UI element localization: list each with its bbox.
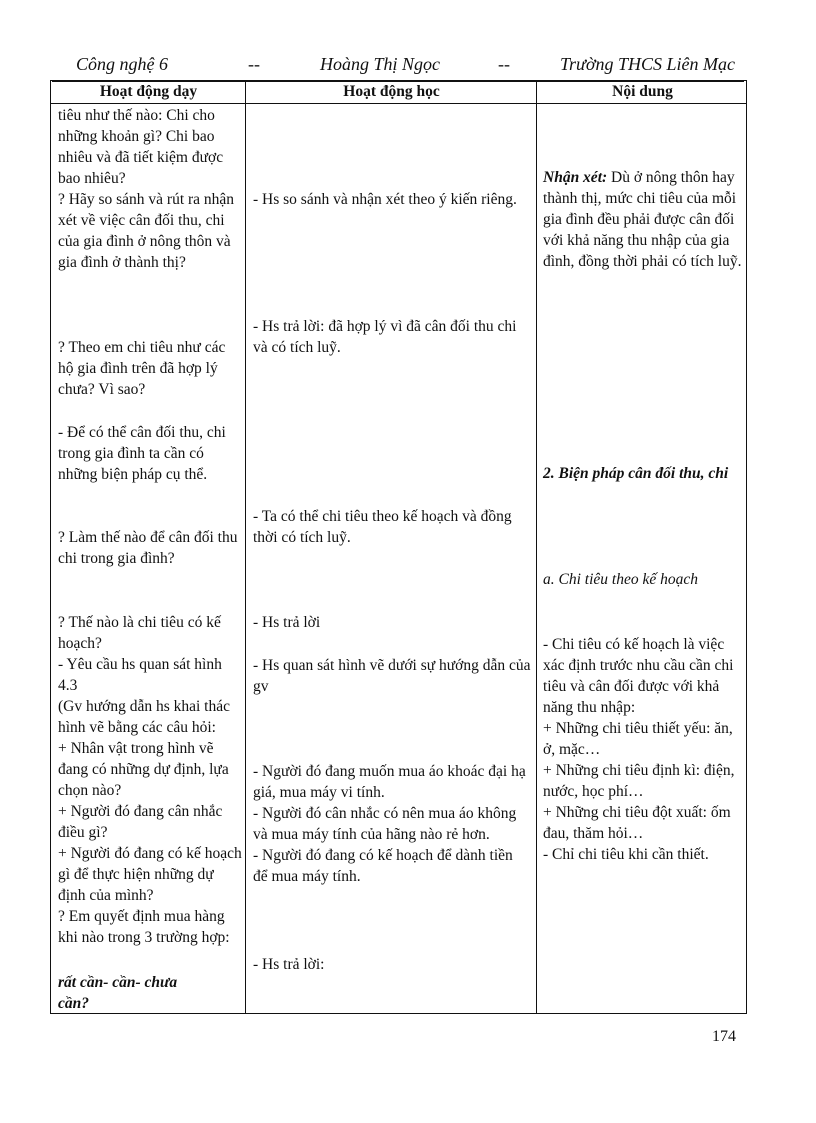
remark-text: Dù ở nông thôn hay thành thị, mức chi tiêu của mỗi gia đình đều phải được cân đối với khả năng thu nhập của gia đình, đồng thời phải có tích luỹ. — [543, 169, 742, 270]
learning-block: - Người đó đang muốn mua áo khoác đại hạ giá, mua máy vi tính. - Người đó cân nhắc có nên mua áo không và mua máy tính của hãng nào rẻ hơn. - Người đó đang có kế hoạch để dành tiền để mua máy tính. — [253, 763, 526, 885]
content-remark — [543, 167, 745, 297]
header-teacher: Hoàng Thị Ngọc — [320, 54, 441, 74]
header-separator: -- — [498, 54, 510, 74]
column-header-teaching: Hoạt động dạy — [99, 83, 198, 100]
header-subject: Công nghệ 6 — [76, 54, 168, 74]
header-school: Trường THCS Liên Mạc — [560, 54, 735, 74]
learning-block: - Hs trả lời: đã hợp lý vì đã cân đối thu chi và có tích luỹ. — [253, 318, 517, 356]
subsection-a-title: a. Chi tiêu theo kế hoạch — [543, 571, 698, 588]
learning-block: - Hs quan sát hình vẽ dưới sự hướng dẫn của gv — [253, 657, 531, 695]
teaching-block: tiêu như thế nào: Chi cho những khoản gì? Chi bao nhiêu và đã tiết kiệm được bao nhiêu? ? Hãy so sánh và rút ra nhận xét về việc cân đối thu, chi của gia đình ở nông thôn và gia đình ở thành thị? — [58, 107, 235, 271]
lesson-table — [50, 80, 747, 1014]
page-header — [52, 52, 744, 82]
column-divider — [536, 81, 537, 1013]
teaching-block: ? Thế nào là chi tiêu có kế hoạch? - Yêu cầu hs quan sát hình 4.3 (Gv hướng dẫn hs khai thác hình vẽ bằng các câu hỏi: + Nhân vật trong hình vẽ đang có những dự định, lựa chọn nào? + Người đó đang cân nhắc điều gì? + Người đó đang có kế hoạch gì để thực hiện những dự định của mình? ? Em quyết định mua hàng khi nào trong 3 trường hợp: — [58, 614, 242, 946]
header-row-divider — [51, 103, 746, 104]
learning-block: - Hs trả lời: — [253, 956, 325, 973]
header-separator: -- — [248, 54, 260, 74]
learning-block: - Hs trả lời — [253, 614, 321, 631]
page-number: 174 — [712, 1028, 736, 1045]
content-details: - Chi tiêu có kế hoạch là việc xác định trước nhu cầu cần chi tiêu và cân đối được với khả năng thu nhập: + Những chi tiêu thiết yếu: ăn, ở, mặc… + Những chi tiêu định kì: điện, nước, học phí… + Những chi tiêu đột xuất: ốm đau, thăm hỏi… - Chỉ chi tiêu khi cần thiết. — [543, 636, 735, 863]
teaching-block: ? Làm thế nào để cân đối thu chi trong gia đình? — [58, 529, 238, 567]
section-2-title: 2. Biện pháp cân đối thu, chi — [543, 465, 729, 482]
column-divider — [245, 81, 246, 1013]
learning-block: - Hs so sánh và nhận xét theo ý kiến riêng. — [253, 191, 517, 208]
teaching-block: - Để có thể cân đối thu, chi trong gia đình ta cần có những biện pháp cụ thể. — [58, 424, 226, 483]
remark-label: Nhận xét: — [543, 169, 608, 186]
column-header-content: Nội dung — [612, 83, 673, 100]
learning-block: - Ta có thể chi tiêu theo kế hoạch và đồng thời có tích luỹ. — [253, 508, 512, 546]
column-header-learning: Hoạt động học — [343, 83, 440, 100]
teaching-emphasis: rất cần- cần- chưa cần? — [58, 974, 178, 1012]
teaching-block: ? Theo em chi tiêu như các hộ gia đình trên đã hợp lý chưa? Vì sao? — [58, 339, 226, 398]
